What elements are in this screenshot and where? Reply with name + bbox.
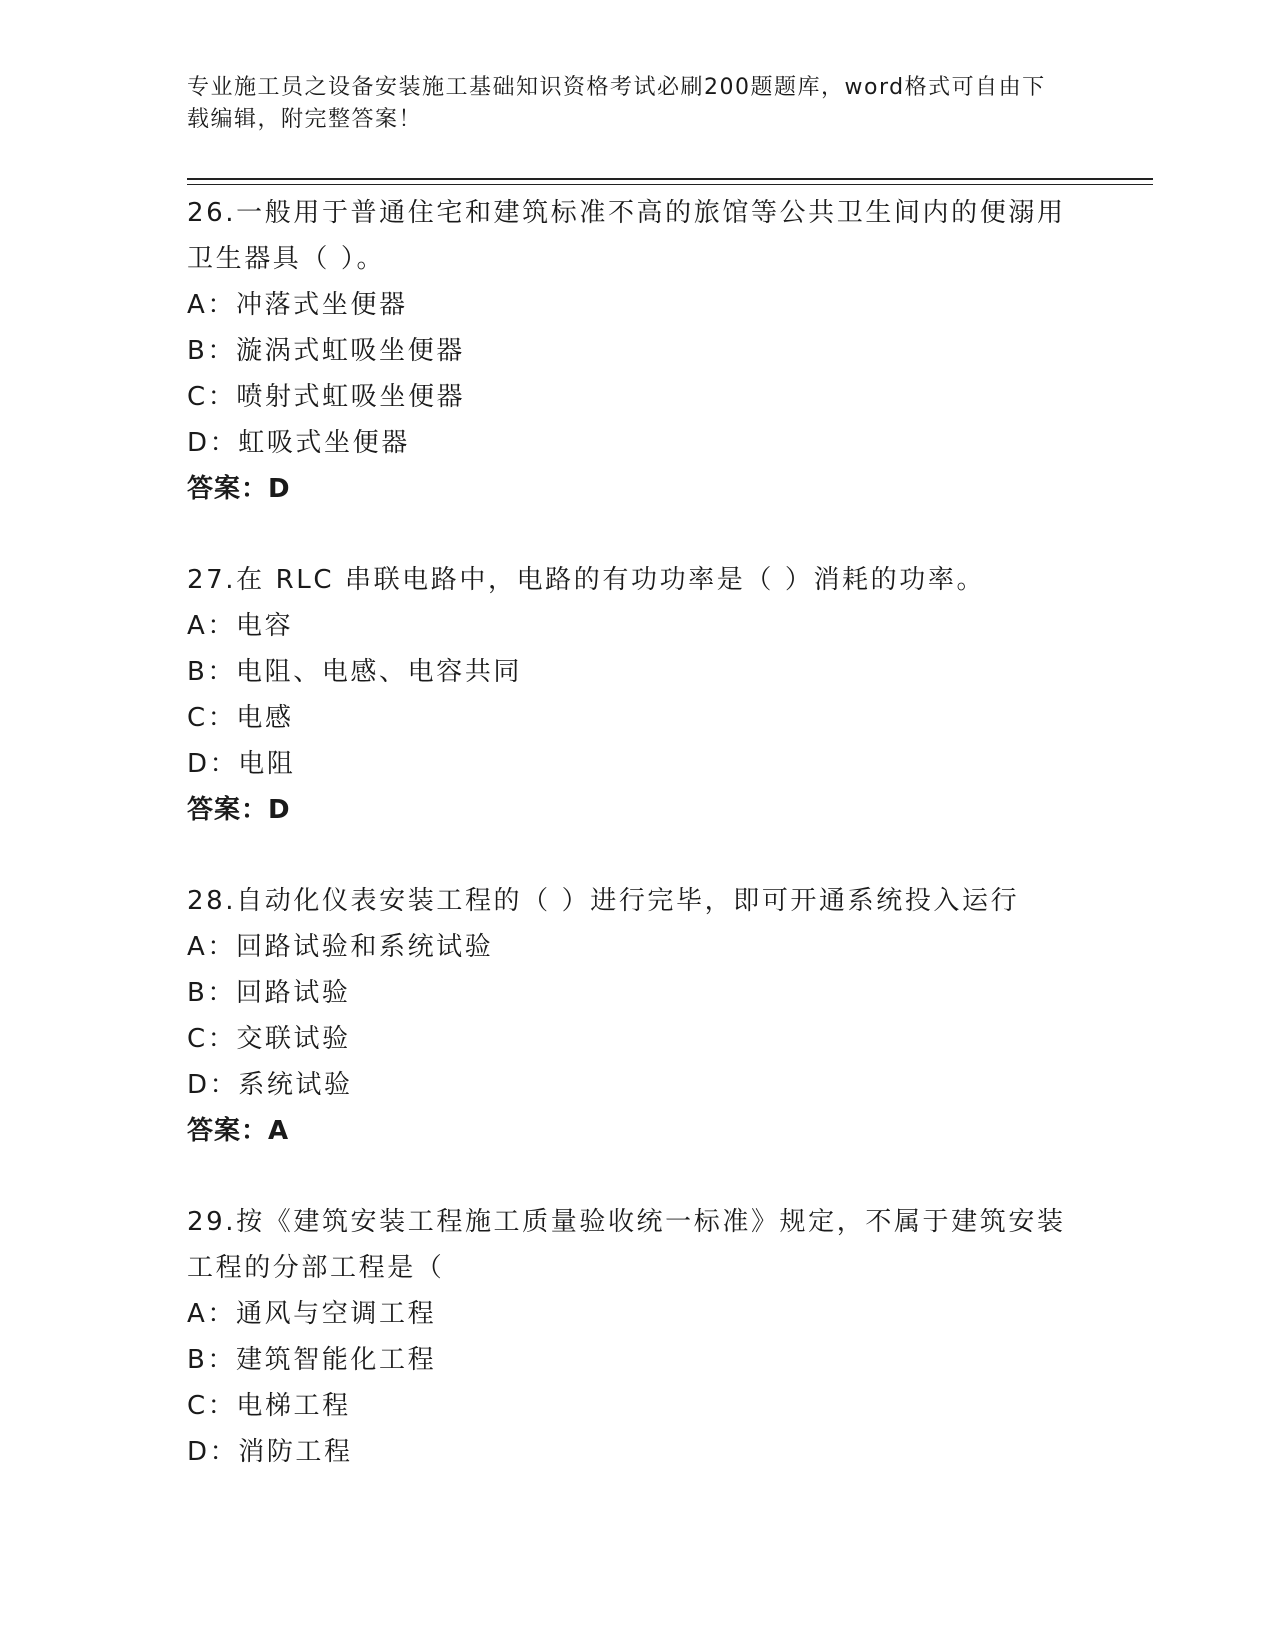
option-b: B：漩涡式虹吸坐便器 [187, 336, 465, 366]
question-27 [187, 557, 1087, 833]
question-29 [187, 1199, 1087, 1475]
option-c: C：交联试验 [187, 1024, 351, 1054]
option-d: D：虹吸式坐便器 [187, 428, 410, 458]
question-list [187, 190, 1087, 1520]
option-c: C：电梯工程 [187, 1391, 351, 1421]
option-d: D：系统试验 [187, 1070, 353, 1100]
option-b: B：建筑智能化工程 [187, 1345, 437, 1375]
question-stem: 27.在 RLC 串联电路中，电路的有功功率是（ ）消耗的功率。 [187, 565, 986, 595]
option-b: B：电阻、电感、电容共同 [187, 657, 523, 687]
answer: 答案：D [187, 795, 291, 825]
question-stem: 28.自动化仪表安装工程的（ ）进行完毕，即可开通系统投入运行 [187, 886, 1020, 916]
answer: 答案：D [187, 474, 291, 504]
document-header: 专业施工员之设备安装施工基础知识资格考试必刷200题题库，word格式可自由下载编辑，附完整答案！ [187, 75, 1046, 132]
option-a: A：冲落式坐便器 [187, 290, 408, 320]
header-rule-thin [187, 184, 1153, 185]
question-stem: 26.一般用于普通住宅和建筑标准不高的旅馆等公共卫生间内的便溺用卫生器具（ ）。 [187, 198, 1066, 274]
option-a: A：通风与空调工程 [187, 1299, 437, 1329]
option-d: D：消防工程 [187, 1437, 353, 1467]
answer: 答案：A [187, 1116, 290, 1146]
question-stem: 29.按《建筑安装工程施工质量验收统一标准》规定，不属于建筑安装工程的分部工程是（ [187, 1207, 1066, 1283]
option-a: A：电容 [187, 611, 294, 641]
option-c: C：电感 [187, 703, 294, 733]
option-a: A：回路试验和系统试验 [187, 932, 494, 962]
option-c: C：喷射式虹吸坐便器 [187, 382, 466, 412]
option-b: B：回路试验 [187, 978, 351, 1008]
option-d: D：电阻 [187, 749, 296, 779]
header-rule-thick [187, 178, 1153, 180]
question-26 [187, 190, 1087, 512]
question-28 [187, 878, 1087, 1154]
